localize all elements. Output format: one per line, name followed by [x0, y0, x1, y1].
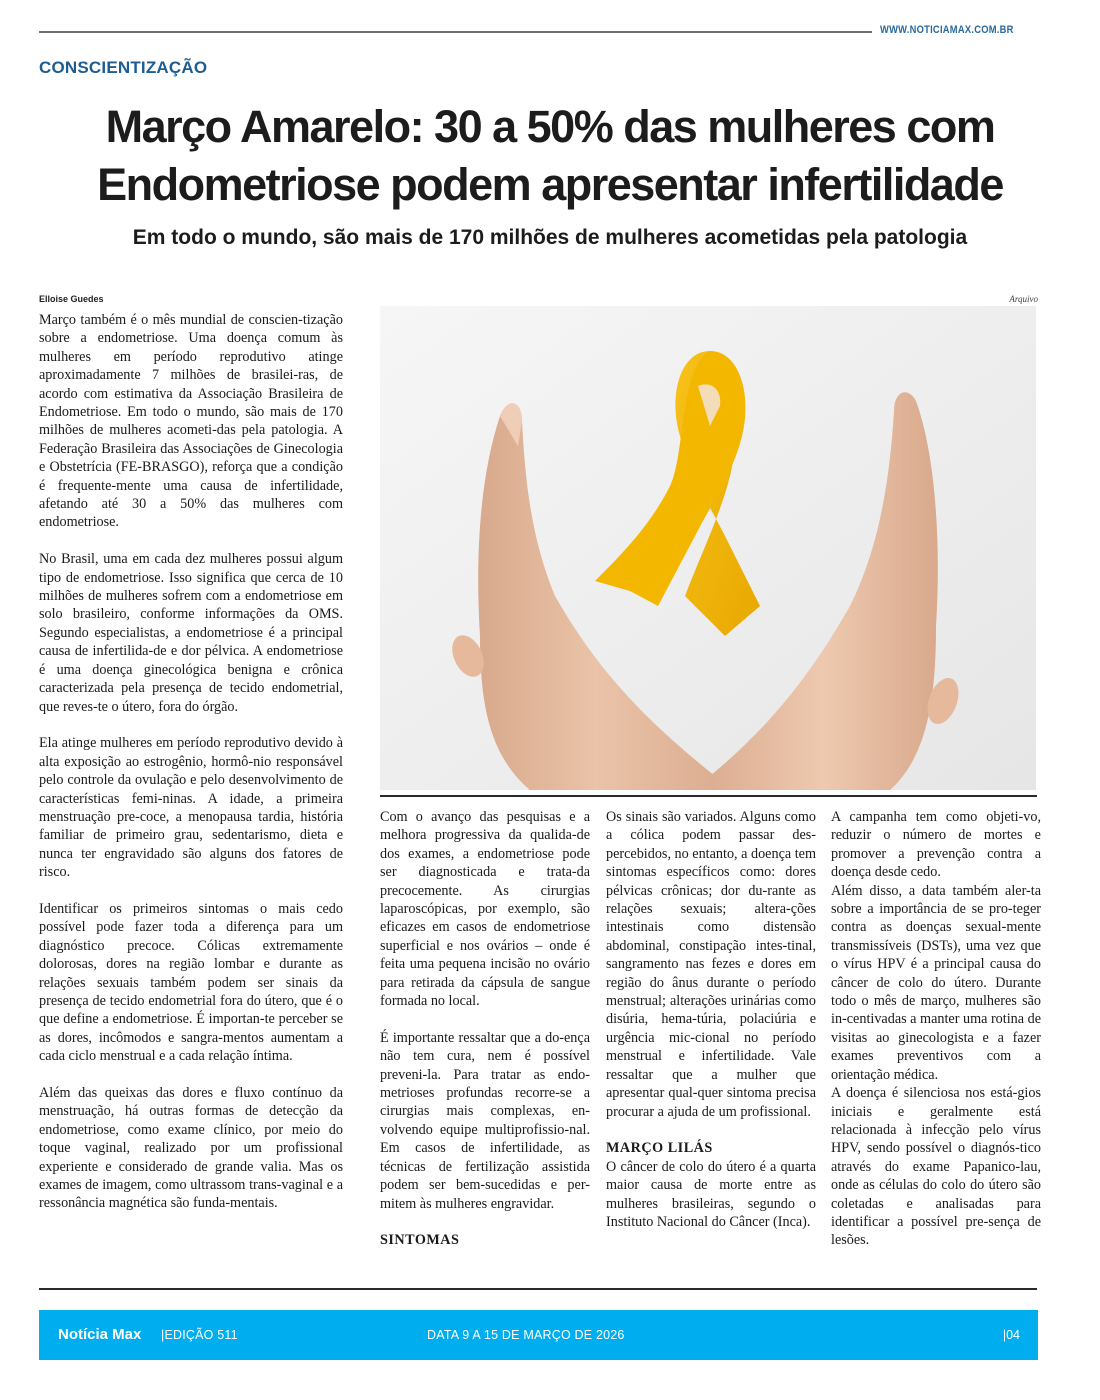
paragraph: No Brasil, uma em cada dez mulheres possui algum tipo de endometriose. Isso significa que cerca de 10 milhões de mulheres sofrem com a endometriose em solo brasileiro, conforme informações da OMS. Segundo especialistas, a endometriose é a principal causa de infertilida-de e dor pélvica. A endometriose é uma doença ginecológica benigna e crônica caracterizada pela presença de tecido endometrial, que reves-te o útero, fora do órgão.: [39, 551, 343, 715]
article-column-2: [380, 808, 590, 1250]
byline: Elloise Guedes: [39, 294, 104, 304]
paragraph: O câncer de colo do útero é a quarta maior causa de morte entre as mulheres brasileiras, segundo o Instituto Nacional do Câncer (Inca).: [606, 1158, 816, 1230]
footer-page-number: |04: [1002, 1328, 1020, 1342]
paragraph: É importante ressaltar que a do-ença não tem cura, nem é possível preveni-la. Para tratar as endo-metrioses profundas recorre-se a cirurgias mais complexas, en-volvendo equipe multiprofissio-nal. Em casos de infertilidade, as técnicas de fertilização assistida podem ser bem-sucedidas e per-mitem às mulheres engravidar.: [380, 1029, 590, 1212]
paragraph: Além disso, a data também aler-ta sobre a importância de se pro-teger contra as doenças sexual-mente transmissíveis (DSTs), uma vez que o vírus HPV é a principal causa do câncer de colo do útero. Durante todo o mês de março, mulheres são in-centivadas a manter uma rotina de visitas ao ginecologista e a fazer exames preventivos com a orientação médica.: [831, 882, 1041, 1083]
page-footer: [39, 1310, 1038, 1360]
paragraph: Os sinais são variados. Alguns como a cólica podem passar des-percebidos, no entanto, a doença tem sintomas específicos como: dores pélvicas crônicas; dor du-rante as relações sexuais; altera-ções intestinais como distensão abdominal, constipação intes-tinal, sangramento nas fezes e dores em região do ânus durante o período menstrual; alterações urinárias como disúria, hema-túria, polaciúria e urgência mic-cional no período menstrual e infertilidade. Vale ressaltar que a mulher que apresentar qual-quer sintoma precisa procurar a ajuda de um profissional.: [606, 809, 816, 1120]
article-photo: [380, 306, 1036, 790]
subheading-sintomas: SINTOMAS: [380, 1232, 460, 1249]
headline-line-2: Endometriose podem apresentar infertilidade: [97, 159, 1003, 210]
header-rule: [39, 31, 872, 33]
article-column-3: [606, 808, 816, 1231]
paragraph: A doença é silenciosa nos está-gios iniciais e geralmente está relacionada à infecção pelo vírus HPV, sendo possível o diagnós-tico através do exame Papanico-lau, onde as células do colo do útero são coletadas e analisadas para identificar a possível pre-sença de lesões.: [831, 1085, 1041, 1249]
paragraph: Com o avanço das pesquisas e a melhora progressiva da qualida-de dos exames, a endometriose pode ser diagnosticada e trata-da precocemente. As cirurgias laparoscópicas, por exemplo, são eficazes em casos de endometriose superficial e nos ovários – onde é feita uma pequena incisão no ovário para retirada da cápsula de sangue formada no local.: [380, 809, 590, 1010]
footer-date: DATA 9 A 15 DE MARÇO DE 2026: [427, 1328, 625, 1342]
headline: [30, 98, 1070, 214]
subheading-marco-lilas: MARÇO LILÁS: [606, 1140, 713, 1157]
photo-divider: [380, 795, 1037, 797]
photo-credit: Arquivo: [1009, 294, 1038, 304]
paragraph: A campanha tem como objeti-vo, reduzir o número de mortes e promover a prevenção contra a doença desde cedo.: [831, 809, 1041, 881]
footer-edition: |EDIÇÃO 511: [161, 1328, 238, 1342]
subheadline: Em todo o mundo, são mais de 170 milhões de mulheres acometidas pela patologia: [132, 226, 968, 249]
site-url[interactable]: WWW.NOTICIAMAX.COM.BR: [880, 24, 1014, 36]
article-column-4: [831, 808, 1041, 1250]
paragraph: Março também é o mês mundial de conscien-tização sobre a endometriose. Uma doença comum às mulheres em período reprodutivo atinge aproximadamente 7 milhões de brasilei-ras, de acordo com estimativa da Associação Brasileira de Endometriose. Em todo o mundo, são mais de 170 milhões de mulheres acometi-das pela patologia. A Federação Brasileira das Associações de Ginecologia e Obstetrícia (FE-BRASGO), reforça que a condição é frequente-mente uma causa de infertilidade, afetando até 30 a 50% das mulheres com endometriose.: [39, 312, 343, 531]
footer-rule: [39, 1288, 1037, 1290]
paragraph: Além das queixas das dores e fluxo contínuo da menstruação, há outras formas de detecção da endometriose, como exame clínico, por meio do toque vaginal, realizado por um profissional experiente e considerado de grande valia. Mas os exames de imagem, como ultrassom trans-vaginal e a ressonância magnética são funda-mentais.: [39, 1085, 343, 1212]
footer-brand: Notícia Max: [58, 1326, 142, 1343]
article-column-1: [39, 311, 343, 1213]
section-label: CONSCIENTIZAÇÃO: [39, 58, 208, 77]
ribbon-hands-illustration: [380, 306, 1036, 790]
paragraph: Identificar os primeiros sintomas o mais cedo possível pode fazer toda a diferença para um diagnóstico precoce. Cólicas extremamente dolorosas, dores na região lombar e durante as relações sexuais também podem ser sinais da presença de tecido endometrial fora do útero, que é o que define a endometriose. É importan-te perceber se as dores, incômodos e sangra-mentos aumentam a cada ciclo menstrual e a cada relação íntima.: [39, 900, 343, 1065]
headline-line-1: Março Amarelo: 30 a 50% das mulheres com: [105, 101, 995, 152]
paragraph: Ela atinge mulheres em período reprodutivo devido à alta exposição ao estrogênio, hormô-nio responsável pelo controle da ovulação e pelo desenvolvimento de características femi-ninas. A idade, a primeira menstruação pre-coce, a menopausa tardia, história familiar de primeiro grau, sedentarismo, dieta e nunca ter engravidado são alguns dos fatores de risco.: [39, 735, 343, 881]
